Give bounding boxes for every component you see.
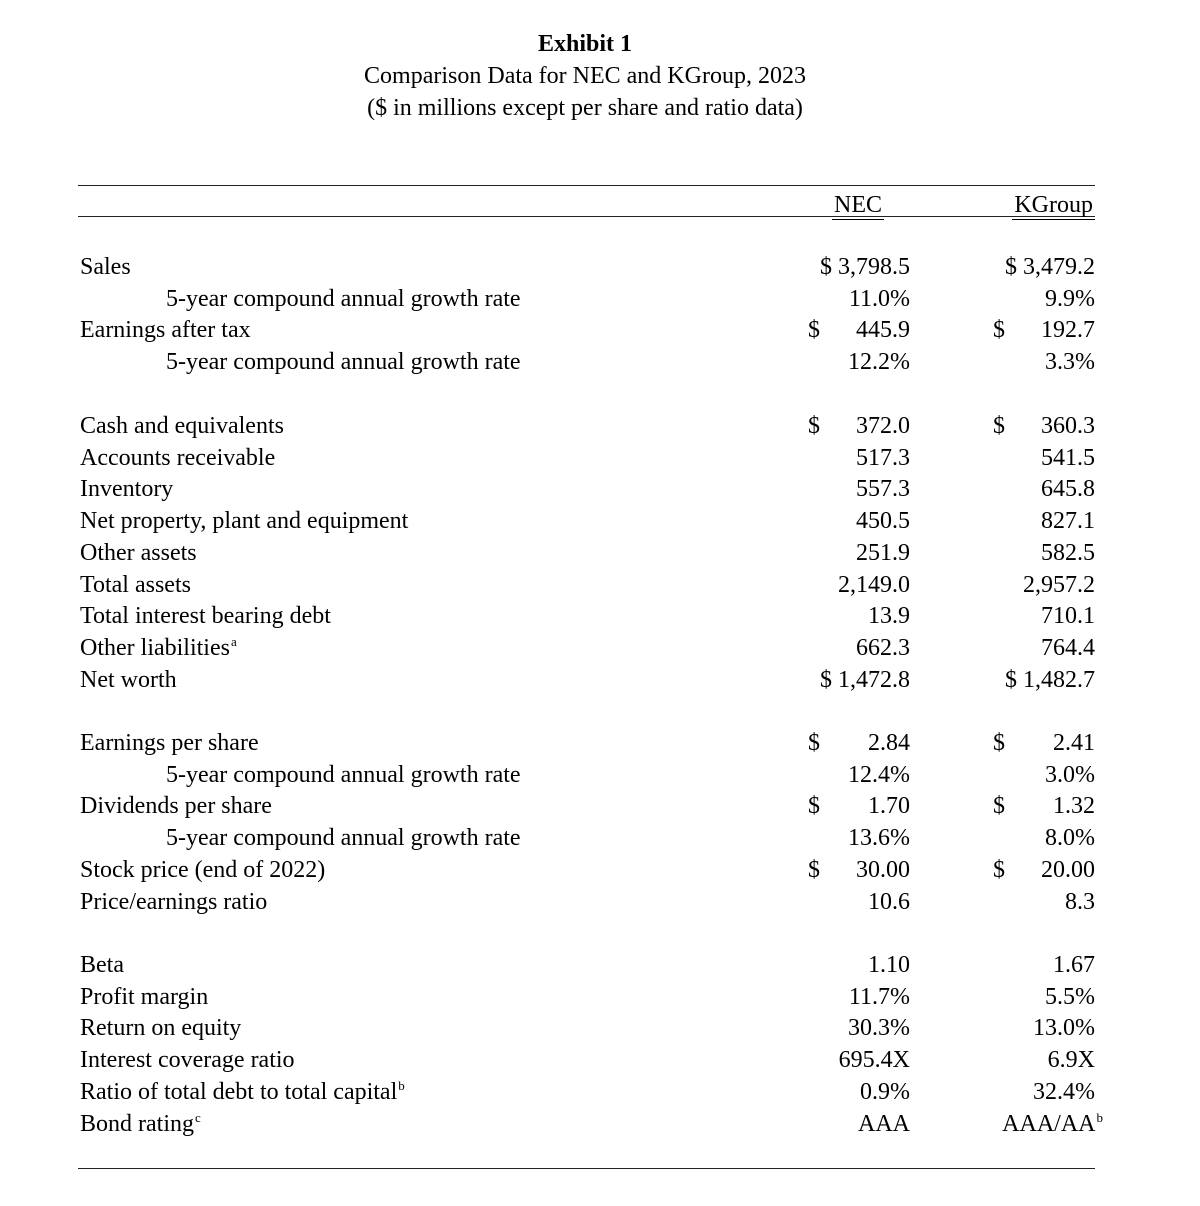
kgroup-value: 8.3 (1065, 888, 1095, 915)
table-row (0, 822, 1200, 854)
bottom-rule (78, 1168, 1095, 1169)
row-label: Earnings after tax (80, 317, 251, 344)
table-row (0, 1076, 1200, 1108)
kgroup-value: 827.1 (1041, 508, 1095, 535)
dollar-sign: $ (993, 793, 1005, 820)
nec-value: AAA (858, 1110, 910, 1137)
table-row (0, 251, 1200, 283)
nec-value: 11.7% (848, 983, 910, 1010)
kgroup-value: 3.0% (1045, 761, 1095, 788)
table-row (0, 346, 1200, 378)
row-label: Net worth (80, 666, 177, 693)
table-row (0, 1108, 1200, 1140)
table-row (0, 886, 1200, 918)
row-label: Bond rating$^c$ (80, 1109, 201, 1137)
table-row (0, 664, 1200, 696)
row-label: Inventory (80, 476, 174, 503)
kgroup-value: $ 360.3 (993, 410, 1095, 442)
row-label: Stock price (end of 2022) (80, 856, 326, 883)
table-row (0, 854, 1200, 886)
row-label: Beta (80, 952, 124, 978)
kgroup-value: 645.8 (1041, 476, 1095, 503)
kgroup-value: $ 2.41 (993, 727, 1095, 759)
nec-value: $ 445.9 (808, 314, 910, 346)
kgroup-value: 582.5 (1041, 539, 1095, 566)
table-row (0, 949, 1200, 981)
kgroup-value: 541.5 (1041, 444, 1095, 471)
row-label: Sales (80, 254, 131, 280)
kgroup-value: $ 192.7 (993, 314, 1095, 346)
table-row (0, 632, 1200, 664)
column-header-kgroup: KGroup (1014, 192, 1093, 218)
dollar-sign: $ (993, 730, 1005, 756)
kgroup-value: $ 3,479.2 (1005, 254, 1095, 280)
table-row (0, 537, 1200, 569)
table-row (0, 600, 1200, 632)
nec-value: 30.3% (848, 1015, 910, 1042)
nec-value: 450.5 (856, 508, 910, 535)
nec-value: 13.9 (868, 603, 910, 630)
nec-value: 1.10 (868, 952, 910, 978)
row-label: 5-year compound annual growth rate (166, 825, 521, 852)
dollar-sign: $ (993, 413, 1005, 439)
kgroup-value: 8.0% (1045, 825, 1095, 852)
table-row (0, 759, 1200, 791)
kgroup-value: 3.3% (1045, 349, 1095, 376)
row-label: Accounts receivable (80, 444, 276, 471)
dollar-sign: $ (808, 793, 820, 820)
dollar-sign: $ (808, 317, 820, 344)
kgroup-value: 13.0% (1033, 1015, 1095, 1042)
row-label: Profit margin (80, 983, 209, 1010)
table-row (0, 442, 1200, 474)
footnote-marker: b (398, 1077, 405, 1093)
nec-value: 662.3 (856, 634, 910, 661)
row-label: Dividends per share (80, 793, 272, 820)
nec-value: $ 1,472.8 (820, 666, 910, 693)
row-label: Ratio of total debt to total capital$^b$ (80, 1077, 405, 1105)
exhibit-subtitle: Comparison Data for NEC and KGroup, 2023 (364, 63, 806, 89)
row-label: Return on equity (80, 1015, 242, 1042)
footnote-marker: b (1096, 1109, 1103, 1125)
kgroup-value: 2,957.2 (1023, 571, 1095, 598)
table-row (0, 981, 1200, 1013)
table-row (0, 314, 1200, 346)
table-row (0, 1012, 1200, 1044)
row-label: 5-year compound annual growth rate (166, 349, 521, 376)
dollar-sign: $ (808, 856, 820, 883)
table-row (0, 410, 1200, 442)
row-label: Other assets (80, 539, 197, 566)
kgroup-value: 5.5% (1045, 983, 1095, 1010)
table-row (0, 473, 1200, 505)
table-row (0, 790, 1200, 822)
row-label: Earnings per share (80, 730, 259, 756)
row-label: Net property, plant and equipment (80, 508, 409, 535)
dollar-sign: $ (808, 413, 820, 439)
nec-value: 517.3 (856, 444, 910, 471)
nec-value: 695.4X (838, 1047, 910, 1074)
row-label: Cash and equivalents (80, 413, 284, 439)
kgroup-value: $ 1,482.7 (1005, 666, 1095, 693)
row-label: Price/earnings ratio (80, 888, 268, 915)
nec-value: 11.0% (848, 285, 910, 312)
dollar-sign: $ (993, 317, 1005, 344)
kgroup-value: 710.1 (1041, 603, 1095, 630)
exhibit-title: Exhibit 1 (537, 31, 633, 57)
kgroup-value: 764.4 (1041, 634, 1095, 661)
nec-value: 0.9% (860, 1078, 910, 1105)
kgroup-value: 32.4% (1033, 1078, 1095, 1105)
nec-value: $ 3,798.5 (820, 254, 910, 280)
dollar-sign: $ (808, 730, 820, 756)
nec-value: $ 30.00 (808, 854, 910, 886)
table-row (0, 283, 1200, 315)
kgroup-value: $ 20.00 (993, 854, 1095, 886)
row-label: 5-year compound annual growth rate (166, 285, 521, 312)
row-label: Total interest bearing debt (80, 603, 331, 630)
kgroup-value: 1.67 (1053, 952, 1095, 978)
table-row (0, 569, 1200, 601)
row-label: Total assets (80, 571, 191, 598)
nec-value: 12.4% (848, 761, 910, 788)
kgroup-value: $ 1.32 (993, 790, 1095, 822)
kgroup-value: 6.9X (1047, 1047, 1095, 1074)
nec-value: $ 372.0 (808, 410, 910, 442)
table-row (0, 1044, 1200, 1076)
footnote-marker: c (195, 1109, 201, 1125)
footnote-marker: a (230, 633, 237, 649)
nec-value: 557.3 (856, 476, 910, 503)
table-row (0, 505, 1200, 537)
exhibit-units-note: ($ in millions except per share and ratio data) (367, 95, 803, 121)
nec-value: 251.9 (856, 539, 910, 566)
nec-value: $ 1.70 (808, 790, 910, 822)
kgroup-value: 9.9% (1045, 285, 1095, 312)
dollar-sign: $ (993, 856, 1005, 883)
nec-value: 10.6 (868, 888, 910, 915)
kgroup-value: AAA/$AA^b$ (1002, 1109, 1103, 1137)
table-row (0, 727, 1200, 759)
nec-value: 2,149.0 (838, 571, 910, 598)
nec-value: $ 2.84 (808, 727, 910, 759)
row-label: Interest coverage ratio (80, 1047, 295, 1074)
nec-value: 12.2% (848, 349, 910, 376)
column-header-nec: NEC (834, 192, 882, 218)
row-label: Other liabilities$^a$ (80, 633, 237, 661)
row-label: 5-year compound annual growth rate (166, 761, 521, 788)
nec-value: 13.6% (848, 825, 910, 852)
